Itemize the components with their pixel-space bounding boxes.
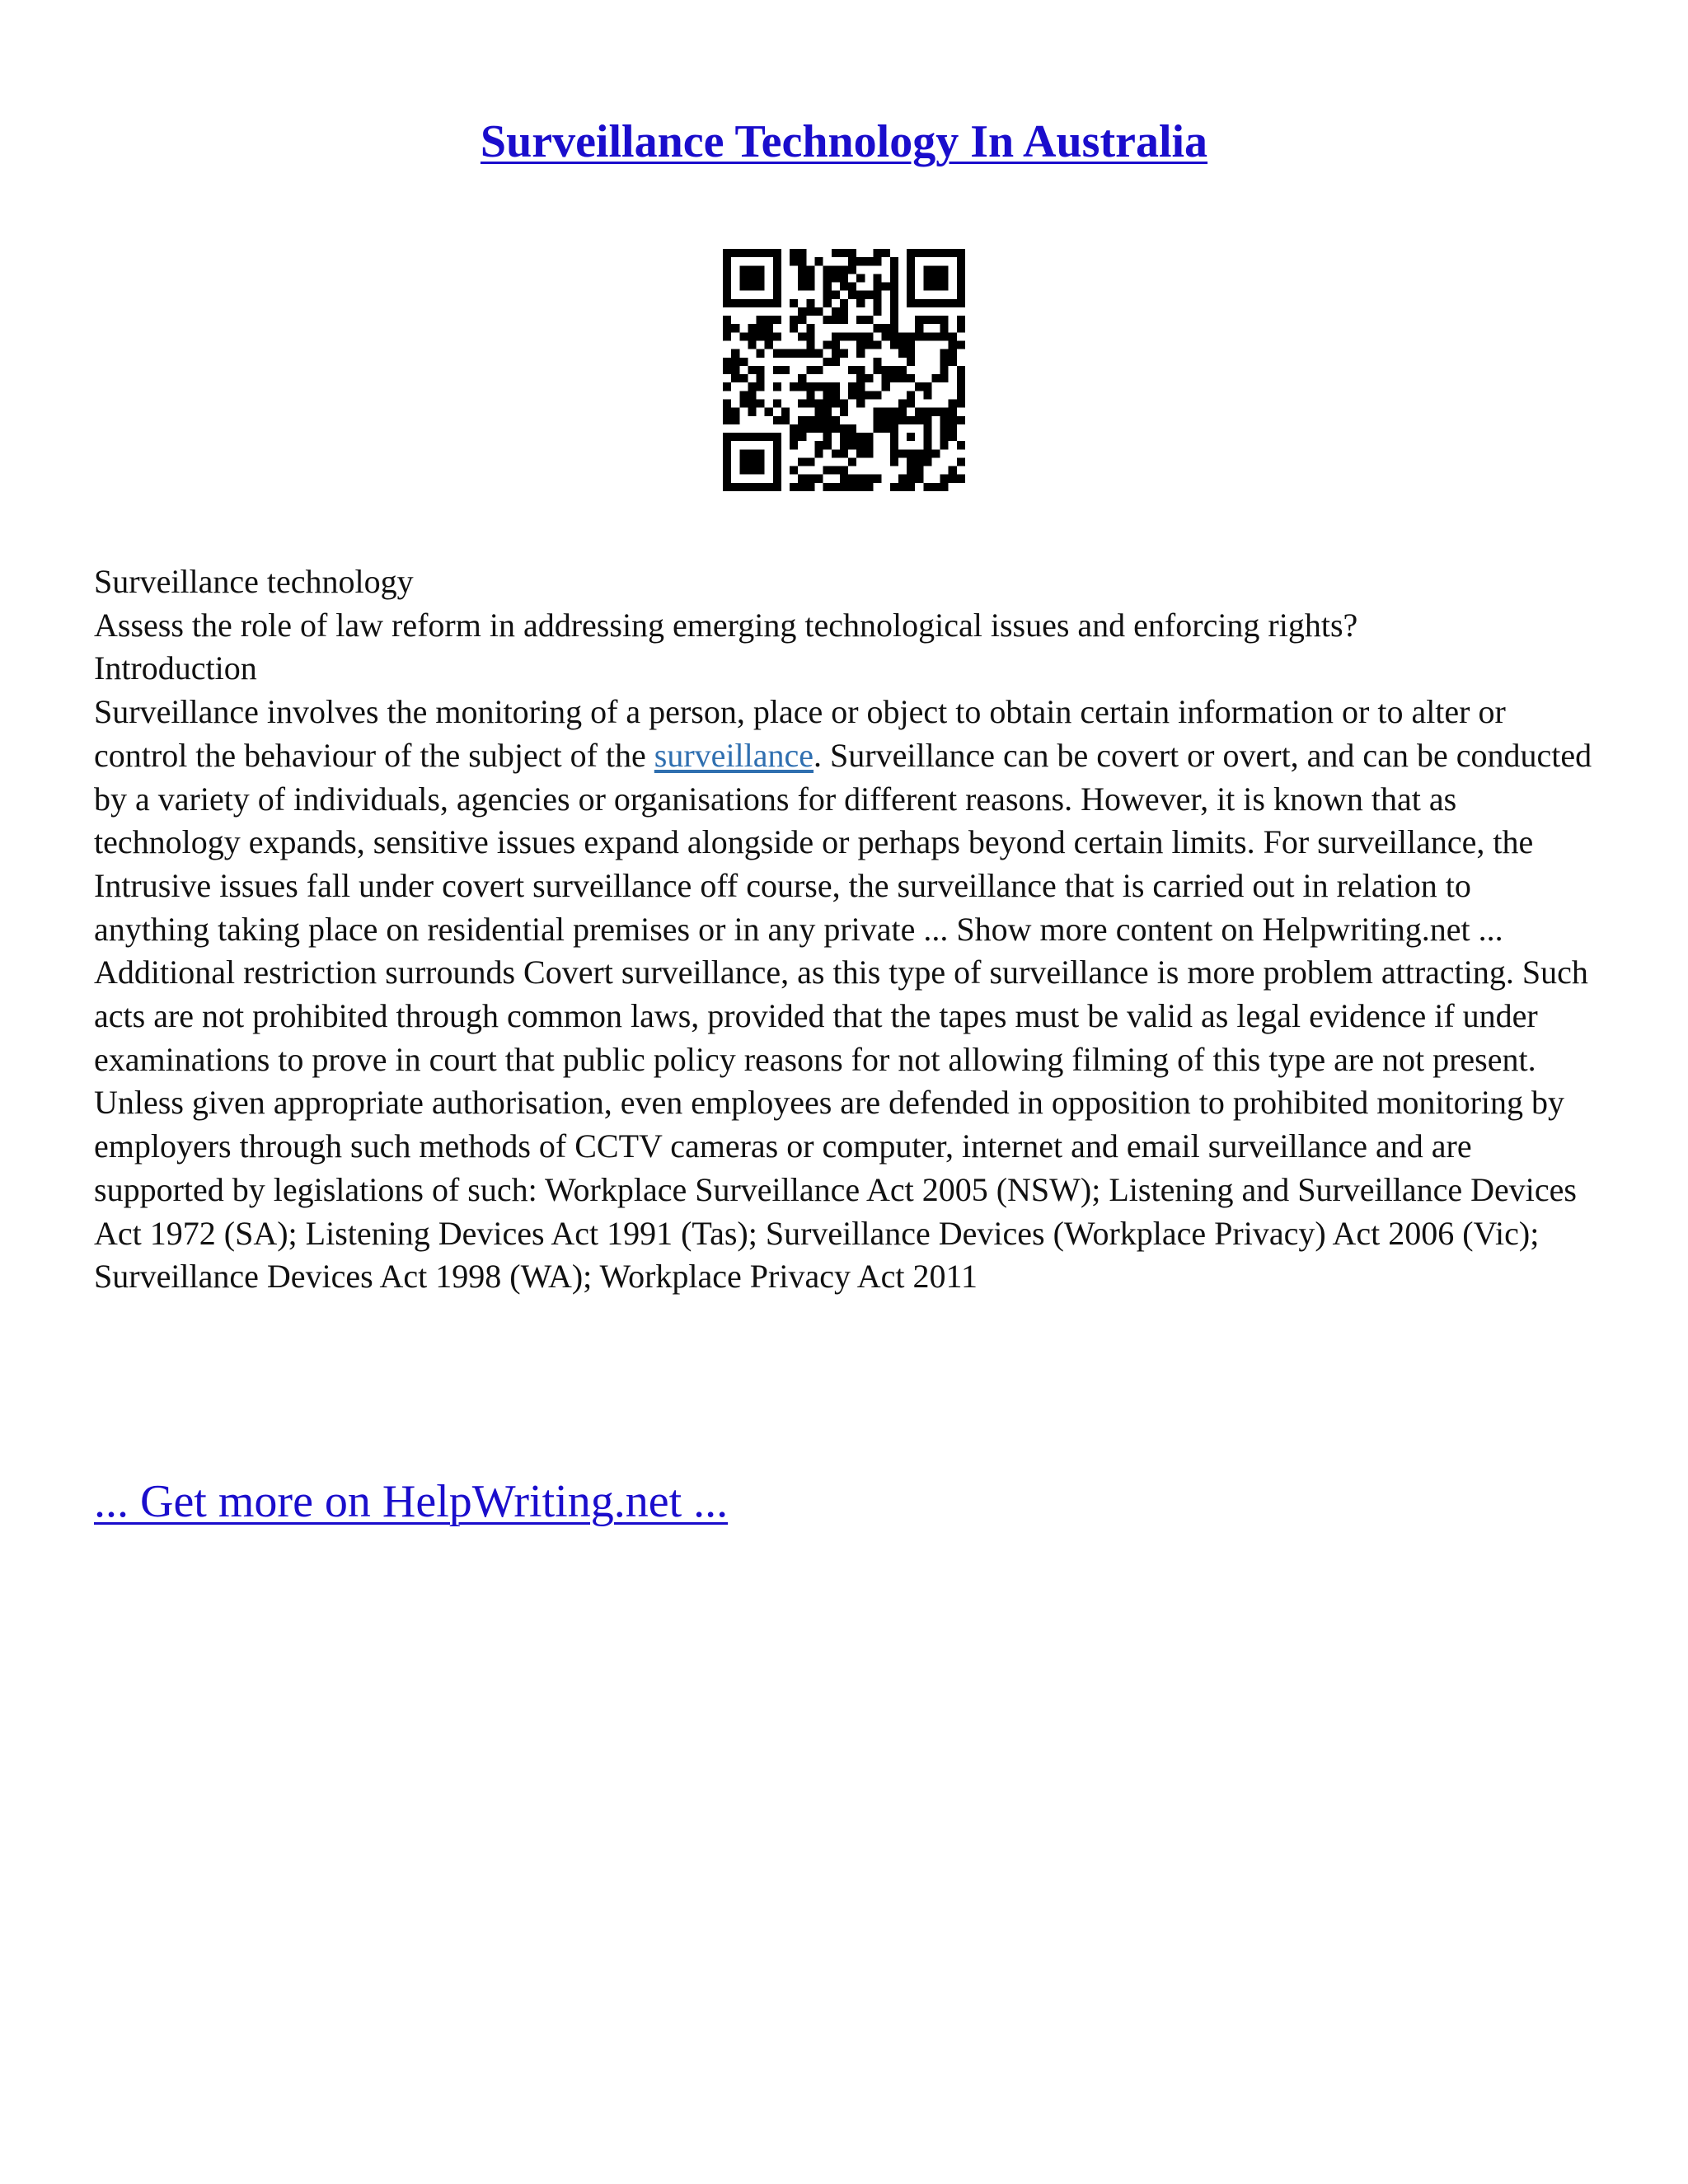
- paragraph-question: Assess the role of law reform in addressing emerging technological issues and enforcing rights?: [94, 606, 1358, 644]
- paragraph-covert: Additional restriction surrounds Covert surveillance, as this type of surveillance is more problem attracting. Such acts are not prohibited through common laws, provided that the tapes must be valid as legal evidence if under examinations to prove in court that public policy reasons for not allowing filming of this type are not present.: [94, 954, 1588, 1078]
- paragraph-workplace: Unless given appropriate authorisation, even employees are defended in opposition to prohibited monitoring by employers through such methods of CCTV cameras or computer, internet and email surveillance and are supported by legislations of such: Workplace Surveillance Act 2005 (NSW); Listening and Surveillance Devices Act 1972 (SA); Listening Devices Act 1991 (Tas); Surveillance Devices (Workplace Privacy) Act 2006 (Vic); Surveillance Devices Act 1998 (WA); Workplace Privacy Act 2011: [94, 1084, 1577, 1296]
- more-link-container: [94, 1475, 728, 1528]
- qr-code-image: [723, 249, 965, 491]
- surveillance-link[interactable]: surveillance: [654, 736, 814, 774]
- paragraph-intro-text-end: . Surveillance can be covert or overt, and can be conducted by a variety of individuals, agencies or organisations for different reasons. However, it is known that as technology expands, sensitive issues expand alongside or perhaps beyond certain limits. For surveillance, the Intrusive issues fall under covert surveillance off course, the surveillance that is carried out in relation to anything taking place on residential premises or in any private ... Show more content on Helpwriting.net ...: [94, 736, 1592, 948]
- article-body: [94, 560, 1594, 1299]
- get-more-link[interactable]: ... Get more on HelpWriting.net ...: [94, 1476, 729, 1527]
- paragraph-introduction-label: Introduction: [94, 649, 257, 687]
- page-title-link[interactable]: Surveillance Technology In Australia: [480, 116, 1208, 167]
- title-container: [0, 115, 1688, 168]
- paragraph-heading: Surveillance technology: [94, 563, 414, 600]
- paragraph-intro-text-start: Surveillance involves the monitoring of a person, place or object to obtain certain information or to alter or control the behaviour of the subject of the: [94, 693, 1506, 774]
- paragraph-introduction: [94, 691, 1594, 951]
